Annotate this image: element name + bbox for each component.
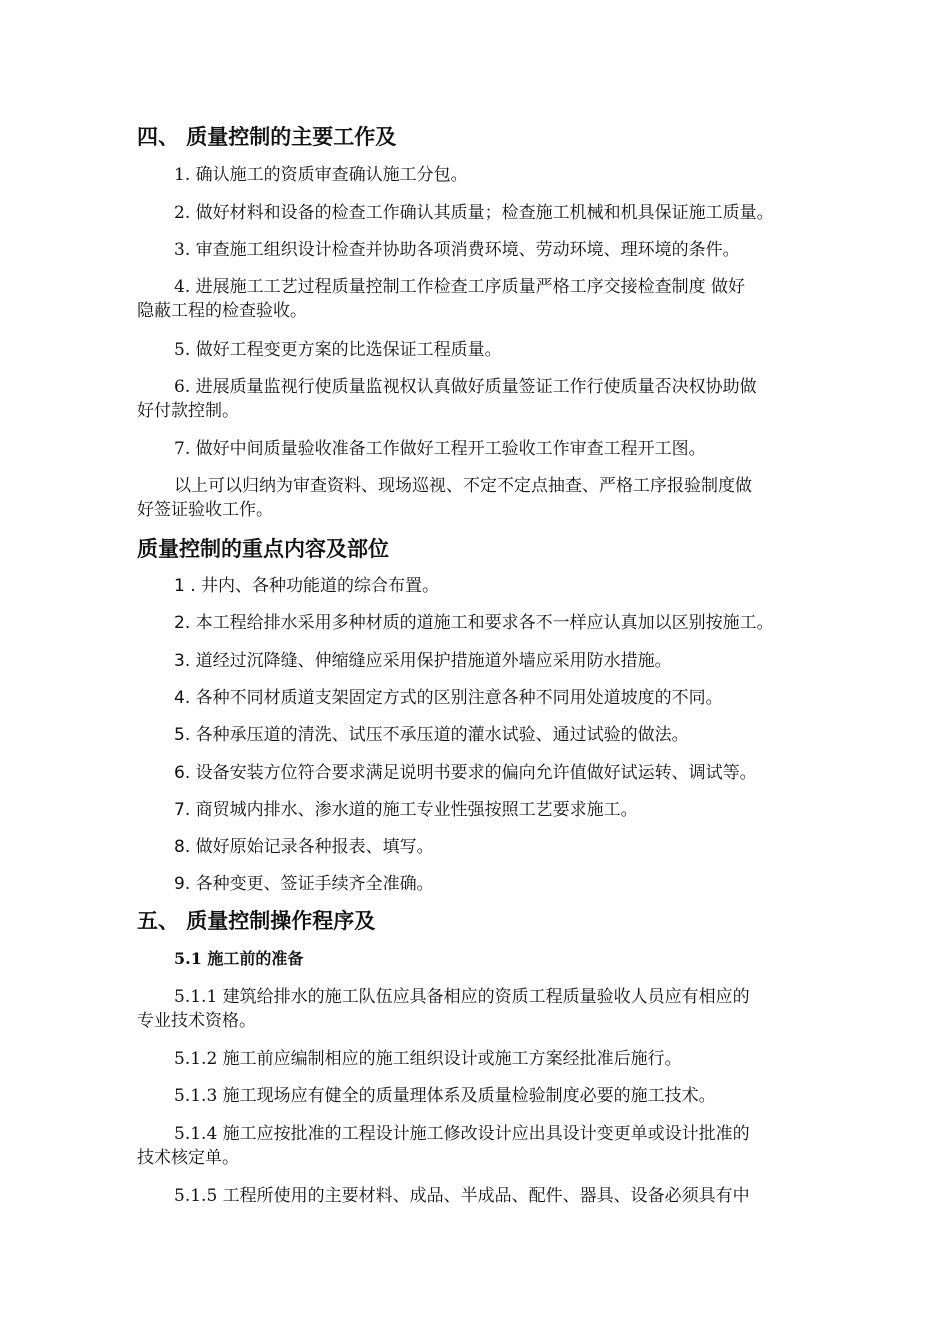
section-5-item-5: 5.1.5 工程所使用的主要材料、成品、半成品、配件、器具、设备必须具有中 (174, 1186, 750, 1206)
section-5-item-1: 5.1.1 建筑给排水的施工队伍应具备相应的资质工程质量验收人员应有相应的 (174, 987, 750, 1007)
section-4-summary: 以上可以归纳为审查资料、现场巡视、不定不定点抽查、严格工序报验制度做 (174, 476, 752, 496)
focus-item-3: 3. 道经过沉降缝、伸缩缝应采用保护措施道外墙应采用防水措施。 (174, 651, 672, 671)
section-5-item-4: 5.1.4 施工应按批准的工程设计施工修改设计应出具设计变更单或设计批准的 (174, 1124, 750, 1144)
section-5-item-3: 5.1.3 施工现场应有健全的质量理体系及质量检验制度必要的施工技术。 (174, 1086, 716, 1106)
section-4-heading: 四、 质量控制的主要工作及 (137, 124, 397, 149)
focus-item-8: 8. 做好原始记录各种报表、填写。 (174, 837, 434, 857)
focus-item-6: 6. 设备安装方位符合要求满足说明书要求的偏向允许值做好试运转、调试等。 (174, 763, 757, 783)
section-4-item-3: 3. 审查施工组织设计检查并协助各项消费环境、劳动环境、理环境的条件。 (174, 240, 740, 260)
focus-item-1: 1 . 井内、各种功能道的综合布置。 (174, 576, 440, 596)
focus-item-4: 4. 各种不同材质道支架固定方式的区别注意各种不同用处道坡度的不同。 (174, 688, 723, 708)
section-5-heading: 五、 质量控制操作程序及 (137, 908, 376, 933)
section-5-item-4-cont: 技术核定单。 (137, 1148, 239, 1168)
section-4-item-6: 6. 进展质量监视行使质量监视权认真做好质量签证工作行使质量否决权协助做 (174, 377, 757, 397)
section-4-item-5: 5. 做好工程变更方案的比选保证工程质量。 (174, 340, 502, 360)
section-5-1-heading: 5.1 施工前的准备 (174, 949, 304, 968)
section-4-item-4-cont: 隐蔽工程的检查验收。 (137, 301, 307, 321)
section-4-item-4: 4. 进展施工工艺过程质量控制工作检查工序质量严格工序交接检查制度 做好 (174, 277, 746, 297)
section-4-item-7: 7. 做好中间质量验收准备工作做好工程开工验收工作审查工程开工图。 (174, 439, 706, 459)
section-5-item-2: 5.1.2 施工前应编制相应的施工组织设计或施工方案经批准后施行。 (174, 1049, 682, 1069)
focus-heading: 质量控制的重点内容及部位 (137, 537, 389, 561)
focus-item-7: 7. 商贸城内排水、渗水道的施工专业性强按照工艺要求施工。 (174, 800, 638, 820)
section-4-item-1: 1. 确认施工的资质审查确认施工分包。 (174, 165, 468, 185)
focus-item-2: 2. 本工程给排水采用多种材质的道施工和要求各不一样应认真加以区别按施工。 (174, 613, 774, 633)
section-5-item-1-cont: 专业技术资格。 (137, 1011, 256, 1031)
focus-item-5: 5. 各种承压道的清洗、试压不承压道的灌水试验、通过试验的做法。 (174, 725, 689, 745)
section-4-summary-cont: 好签证验收工作。 (137, 500, 273, 520)
section-4-item-6-cont: 好付款控制。 (137, 401, 239, 421)
focus-item-9: 9. 各种变更、签证手续齐全准确。 (174, 874, 434, 894)
section-4-item-2: 2. 做好材料和设备的检查工作确认其质量；检查施工机械和机具保证施工质量。 (174, 203, 774, 223)
